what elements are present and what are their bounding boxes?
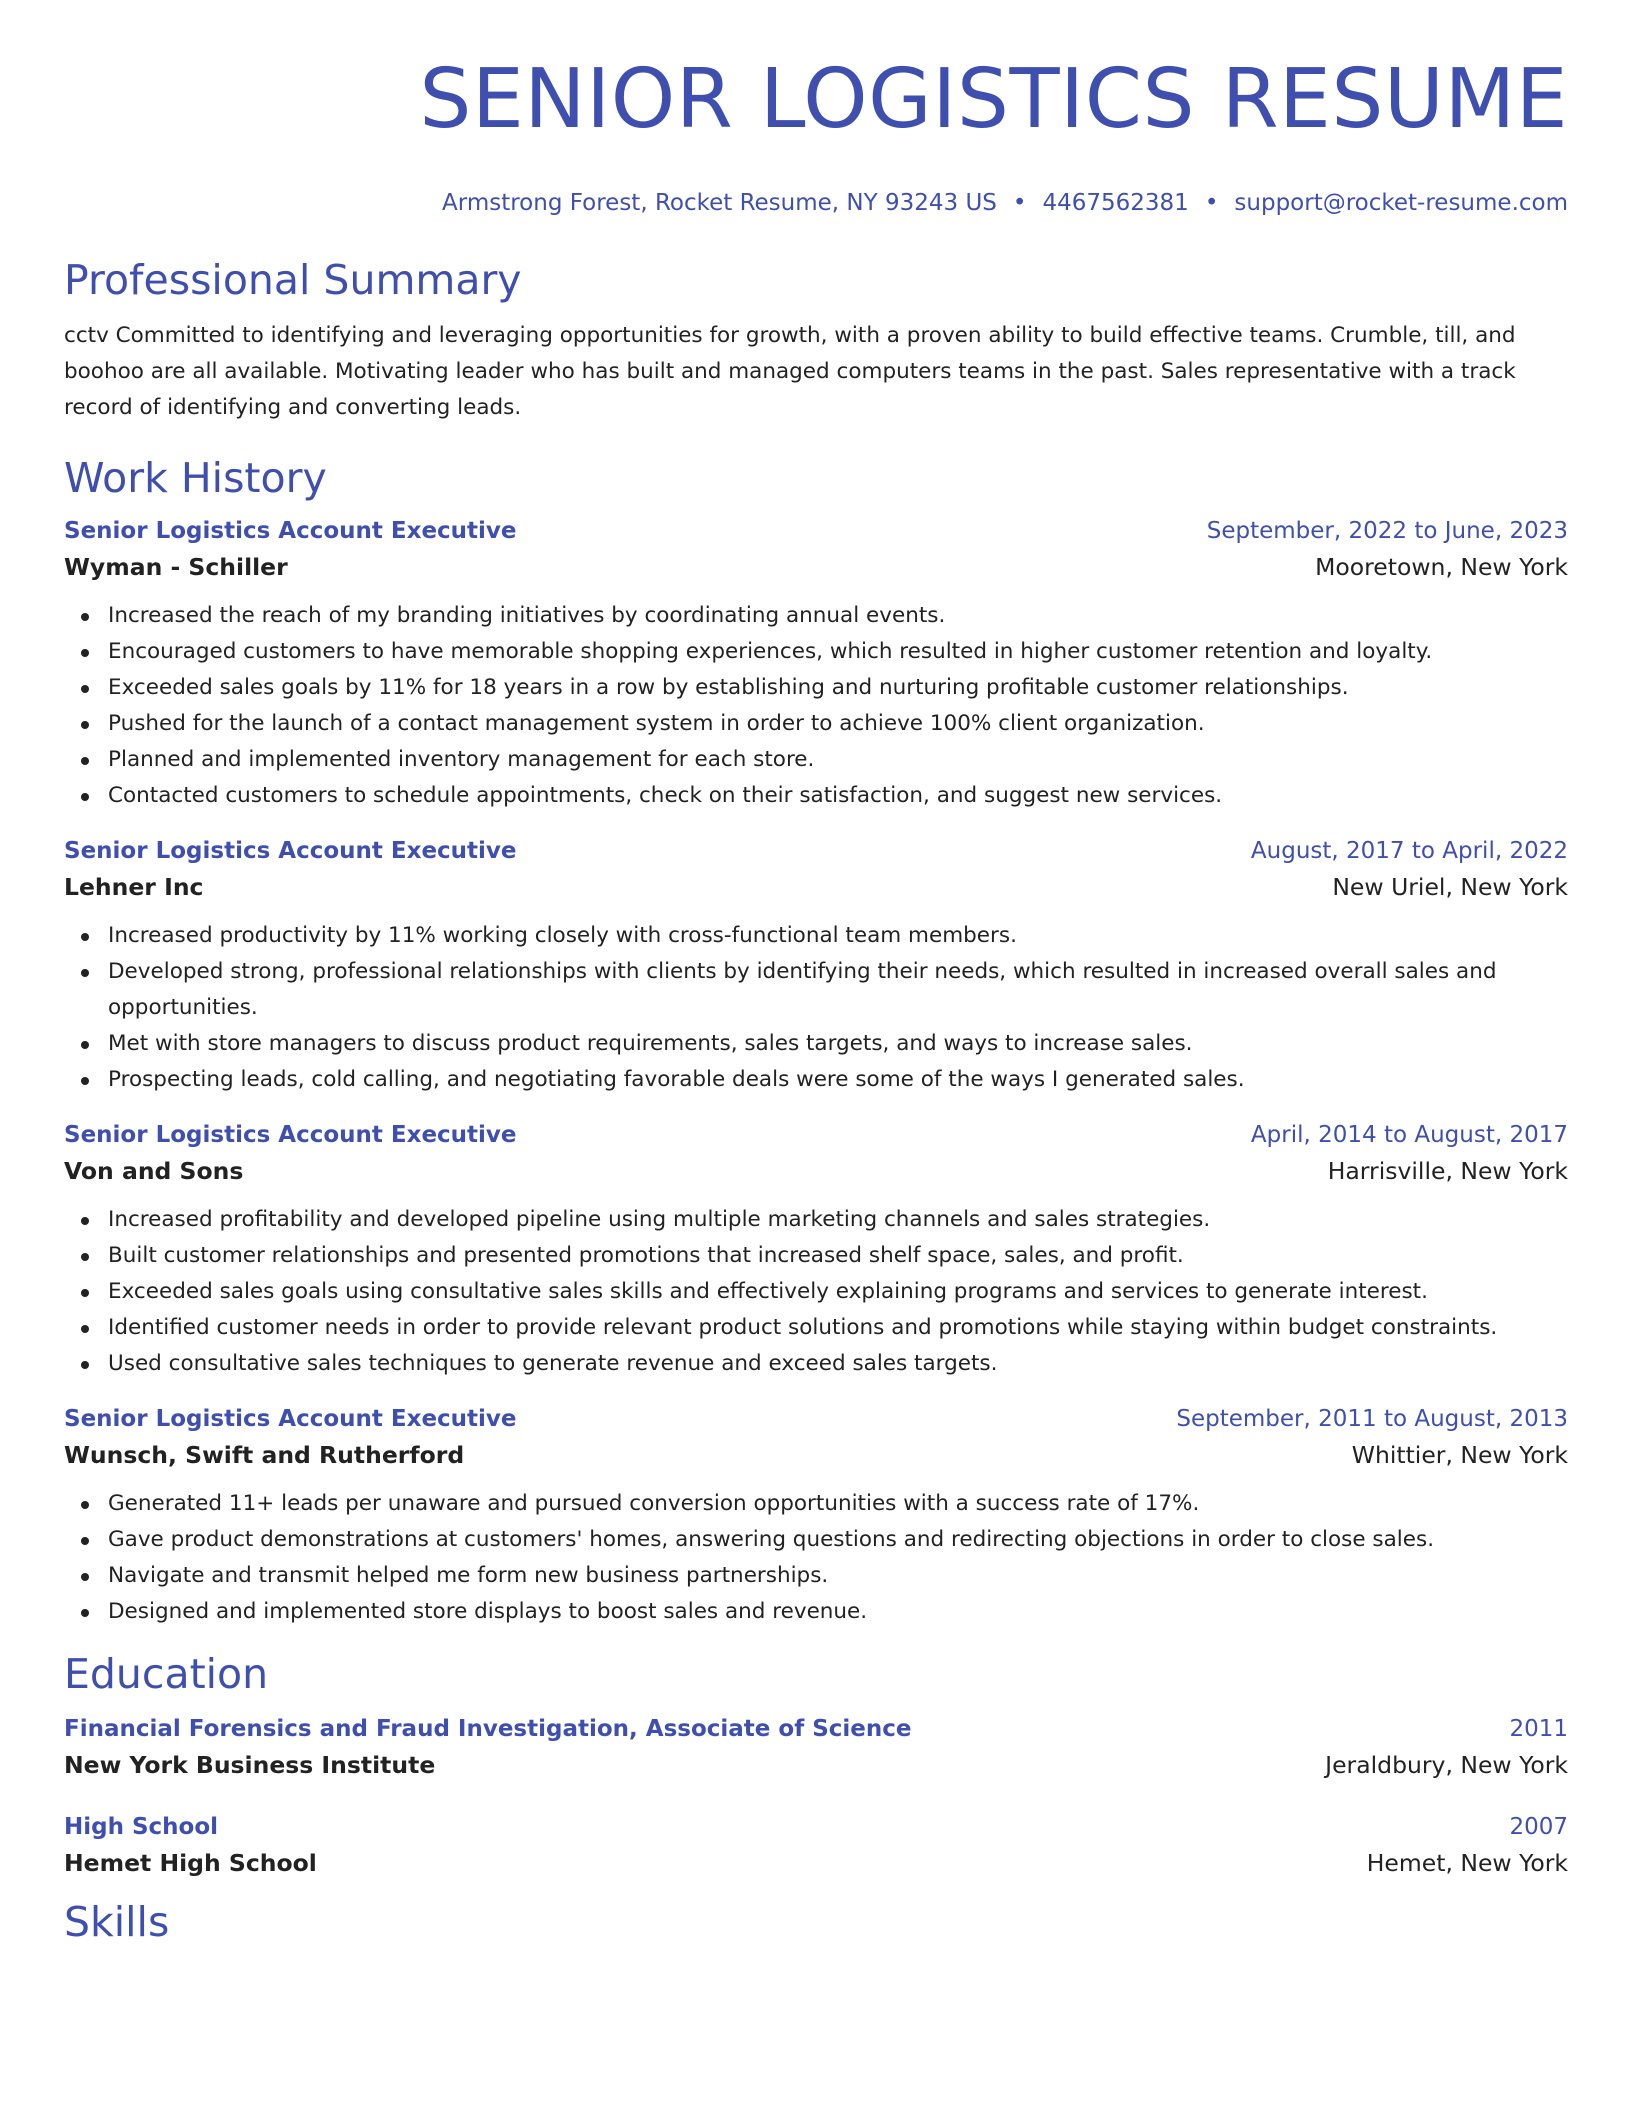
education-year: 2007 <box>1509 1814 1568 1840</box>
education-year: 2011 <box>1509 1716 1568 1742</box>
education-location: Hemet, New York <box>1366 1849 1568 1877</box>
job-bullet: Increased productivity by 11% working closely with cross-functional team members. <box>108 918 1568 954</box>
summary-section <box>64 254 1568 426</box>
job-location: Mooretown, New York <box>1315 553 1568 581</box>
work-history-section <box>64 452 1568 1630</box>
skills-section <box>64 1896 1568 1948</box>
job-location: New Uriel, New York <box>1332 873 1568 901</box>
job-header-row <box>64 834 1568 868</box>
job-bullets <box>64 1486 1568 1630</box>
job-bullet: Used consultative sales techniques to generate revenue and exceed sales targets. <box>108 1346 1568 1382</box>
job-bullets <box>64 918 1568 1098</box>
job-bullet: Navigate and transmit helped me form new business partnerships. <box>108 1558 1568 1594</box>
job-dates: April, 2014 to August, 2017 <box>1250 1122 1568 1148</box>
education-degree: High School <box>64 1814 219 1840</box>
education-school: New York Business Institute <box>64 1751 436 1779</box>
job-dates: September, 2011 to August, 2013 <box>1176 1406 1568 1432</box>
job-title: Senior Logistics Account Executive <box>64 518 517 544</box>
job-bullet: Identified customer needs in order to provide relevant product solutions and promotions while staying within budget constraints. <box>108 1310 1568 1346</box>
job-bullet: Met with store managers to discuss product requirements, sales targets, and ways to increase sales. <box>108 1026 1568 1062</box>
job-bullet: Developed strong, professional relationships with clients by identifying their needs, which resulted in increased overall sales and opportunities. <box>108 954 1568 1026</box>
job-header-row <box>64 1118 1568 1152</box>
resume-header <box>64 50 1568 218</box>
education-school: Hemet High School <box>64 1849 317 1877</box>
education-location: Jeraldbury, New York <box>1325 1751 1568 1779</box>
job-bullet: Increased profitability and developed pipeline using multiple marketing channels and sales strategies. <box>108 1202 1568 1238</box>
job-bullet: Encouraged customers to have memorable shopping experiences, which resulted in higher customer retention and loyalty. <box>108 634 1568 670</box>
job-bullet: Exceeded sales goals using consultative sales skills and effectively explaining programs and services to generate interest. <box>108 1274 1568 1310</box>
resume-name: SENIOR LOGISTICS RESUME <box>419 52 1568 147</box>
job-company-row <box>64 1436 1568 1474</box>
education-heading: Education <box>64 1650 269 1698</box>
contact-address: Armstrong Forest, Rocket Resume, NY 93243 US <box>442 190 997 216</box>
job-entry <box>64 1118 1568 1382</box>
job-header-row <box>64 514 1568 548</box>
job-entry <box>64 1402 1568 1630</box>
job-title: Senior Logistics Account Executive <box>64 1406 517 1432</box>
contact-separator: • <box>1012 190 1027 216</box>
job-company: Von and Sons <box>64 1157 244 1185</box>
job-dates: August, 2017 to April, 2022 <box>1250 838 1568 864</box>
job-bullet: Designed and implemented store displays to boost sales and revenue. <box>108 1594 1568 1630</box>
education-entry <box>64 1810 1568 1882</box>
job-bullet: Planned and implemented inventory management for each store. <box>108 742 1568 778</box>
job-company-row <box>64 868 1568 906</box>
job-company: Lehner Inc <box>64 873 204 901</box>
job-bullets <box>64 598 1568 814</box>
job-title: Senior Logistics Account Executive <box>64 838 517 864</box>
job-header-row <box>64 1402 1568 1436</box>
job-company-row <box>64 548 1568 586</box>
job-title: Senior Logistics Account Executive <box>64 1122 517 1148</box>
education-school-row <box>64 1746 1568 1784</box>
job-location: Whittier, New York <box>1351 1441 1568 1469</box>
job-location: Harrisville, New York <box>1327 1157 1568 1185</box>
education-degree: Financial Forensics and Fraud Investigation, Associate of Science <box>64 1716 912 1742</box>
job-bullet: Prospecting leads, cold calling, and negotiating favorable deals were some of the ways I generated sales. <box>108 1062 1568 1098</box>
contact-email[interactable]: support@rocket-resume.com <box>1234 190 1568 216</box>
education-entry <box>64 1712 1568 1784</box>
work-history-heading: Work History <box>64 454 327 502</box>
education-section <box>64 1648 1568 1882</box>
job-company: Wyman - Schiller <box>64 553 288 581</box>
summary-heading: Professional Summary <box>64 256 522 304</box>
summary-text: cctv Committed to identifying and leveraging opportunities for growth, with a proven ability to build effective teams. Crumble, till, and boohoo are all available. Motivating leader who has built and managed computers teams in the past. Sales representative with a track record of identifying and converting leads. <box>64 323 1516 420</box>
contact-separator: • <box>1204 190 1219 216</box>
job-dates: September, 2022 to June, 2023 <box>1206 518 1568 544</box>
contact-phone[interactable]: 4467562381 <box>1042 190 1189 216</box>
education-header-row <box>64 1712 1568 1746</box>
job-company-row <box>64 1152 1568 1190</box>
job-entry <box>64 834 1568 1098</box>
job-bullet: Pushed for the launch of a contact management system in order to achieve 100% client organization. <box>108 706 1568 742</box>
job-bullet: Generated 11+ leads per unaware and pursued conversion opportunities with a success rate of 17%. <box>108 1486 1568 1522</box>
job-company: Wunsch, Swift and Rutherford <box>64 1441 465 1469</box>
education-header-row <box>64 1810 1568 1844</box>
job-bullet: Exceeded sales goals by 11% for 18 years in a row by establishing and nurturing profitable customer relationships. <box>108 670 1568 706</box>
job-bullet: Built customer relationships and presented promotions that increased shelf space, sales, and profit. <box>108 1238 1568 1274</box>
skills-heading: Skills <box>64 1898 170 1946</box>
contact-line <box>64 188 1568 218</box>
job-bullets <box>64 1202 1568 1382</box>
job-bullet: Gave product demonstrations at customers' homes, answering questions and redirecting objections in order to close sales. <box>108 1522 1568 1558</box>
job-bullet: Contacted customers to schedule appointments, check on their satisfaction, and suggest new services. <box>108 778 1568 814</box>
job-entry <box>64 514 1568 814</box>
job-bullet: Increased the reach of my branding initiatives by coordinating annual events. <box>108 598 1568 634</box>
education-school-row <box>64 1844 1568 1882</box>
